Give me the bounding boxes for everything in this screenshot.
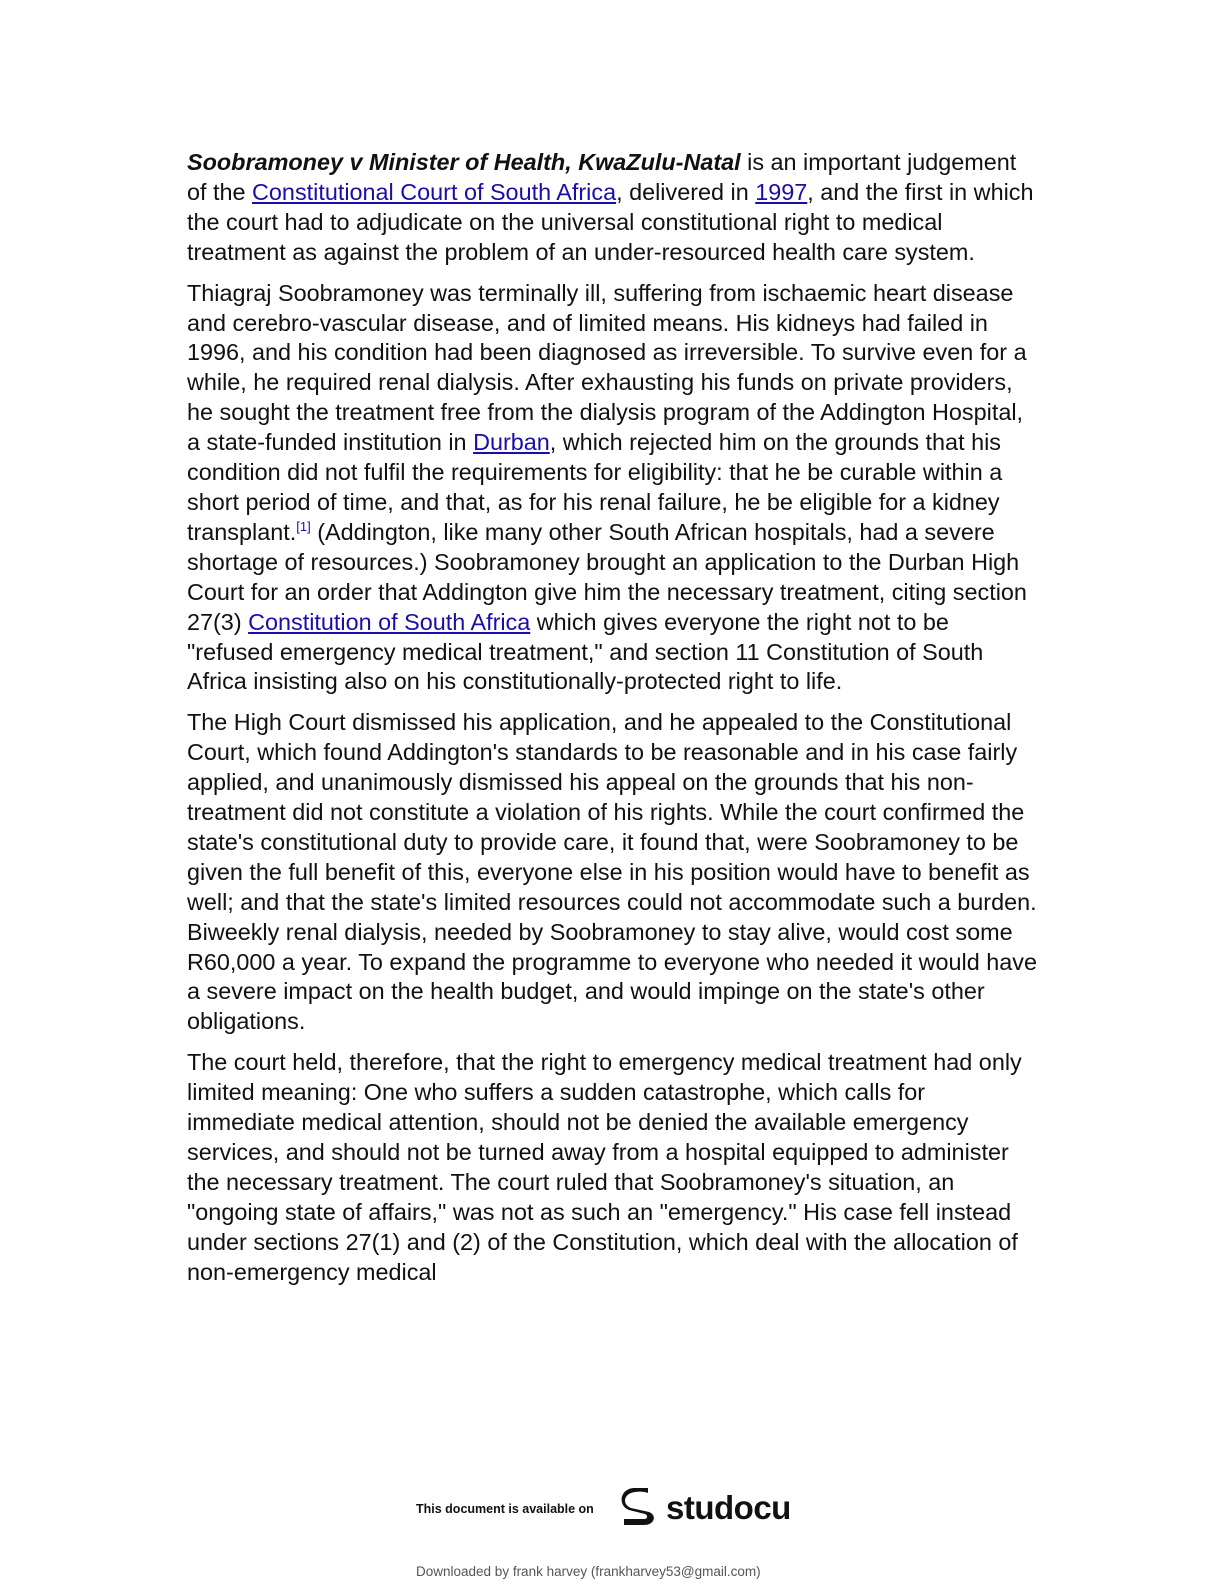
reference-1[interactable]: [1] [296, 519, 311, 535]
downloaded-by-text: Downloaded by frank harvey (frankharvey53@gmail.com) [416, 1564, 761, 1579]
link-constitution-sa[interactable]: Constitution of South Africa [248, 608, 531, 635]
p1-text-3: , and the first in which the court had to adjudicate on the universal constitutional right to medical treatment as against the problem of an under-resourced health care system. [187, 178, 1034, 265]
paragraph-2 [187, 279, 1037, 698]
studocu-logo-icon[interactable] [618, 1487, 662, 1529]
case-title: Soobramoney v Minister of Health, KwaZulu-Natal [187, 149, 741, 175]
link-year-1997[interactable]: 1997 [755, 178, 808, 205]
footer [0, 1484, 1224, 1584]
studocu-brand[interactable]: studocu [666, 1489, 791, 1526]
p2-text-1: Thiagraj Soobramoney was terminally ill, suffering from ischaemic heart disease and cerebro-vascular disease, and of limited means. His kidneys had failed in 1996, and his condition had been diagnosed as irreversible. To survive even for a while, he required renal dialysis. After exhausting his funds on private providers, he sought the treatment free from the dialysis program of the Addington Hospital, a state-funded institution in [187, 279, 1027, 456]
link-constitutional-court[interactable]: Constitutional Court of South Africa [252, 178, 617, 205]
available-on-text: This document is available on [416, 1502, 594, 1516]
link-durban[interactable]: Durban [473, 429, 550, 456]
paragraph-1 [187, 148, 1037, 268]
article-body [187, 148, 1037, 1299]
p2-text-4: which gives everyone the right not to be "refused emergency medical treatment," and section 11 Constitution of South Africa insisting also on his constitutionally-protected right to life. [187, 608, 984, 695]
p2-text-3: (Addington, like many other South African hospitals, had a severe shortage of resources.) Soobramoney brought an application to the Durban High Court for an order that Addington give him the necessary treatment, citing section 27(3) [187, 518, 1027, 635]
p1-text-1: is an important judgement of the [187, 149, 1017, 205]
p1-text-2: , delivered in [616, 178, 756, 205]
p2-text-2: , which rejected him on the grounds that his condition did not fulfil the requirements for eligibility: that he be curable within a short period of time, and that, as for his renal failure, he be eligible for a kidney transplant. [187, 429, 1003, 545]
paragraph-4: The court held, therefore, that the right to emergency medical treatment had only limited meaning: One who suffers a sudden catastrophe, which calls for immediate medical attention, should not be denied the available emergency services, and should not be turned away from a hospital equipped to administer the necessary treatment. The court ruled that Soobramoney's situation, an "ongoing state of affairs," was not as such an "emergency." His case fell instead under sections 27(1) and (2) of the Constitution, which deal with the allocation of non-emergency medical [187, 1049, 1022, 1285]
paragraph-3: The High Court dismissed his application, and he appealed to the Constitutional Court, which found Addington's standards to be reasonable and in his case fairly applied, and unanimously dismissed his appeal on the grounds that his non-treatment did not constitute a violation of his rights. While the court confirmed the state's constitutional duty to provide care, it found that, were Soobramoney to be given the full benefit of this, everyone else in his position would have to benefit as well; and that the state's limited resources could not accommodate such a burden. Biweekly renal dialysis, needed by Soobramoney to stay alive, would cost some R60,000 a year. To expand the programme to everyone who needed it would have a severe impact on the health budget, and would impinge on the state's other obligations. [187, 709, 1037, 1035]
